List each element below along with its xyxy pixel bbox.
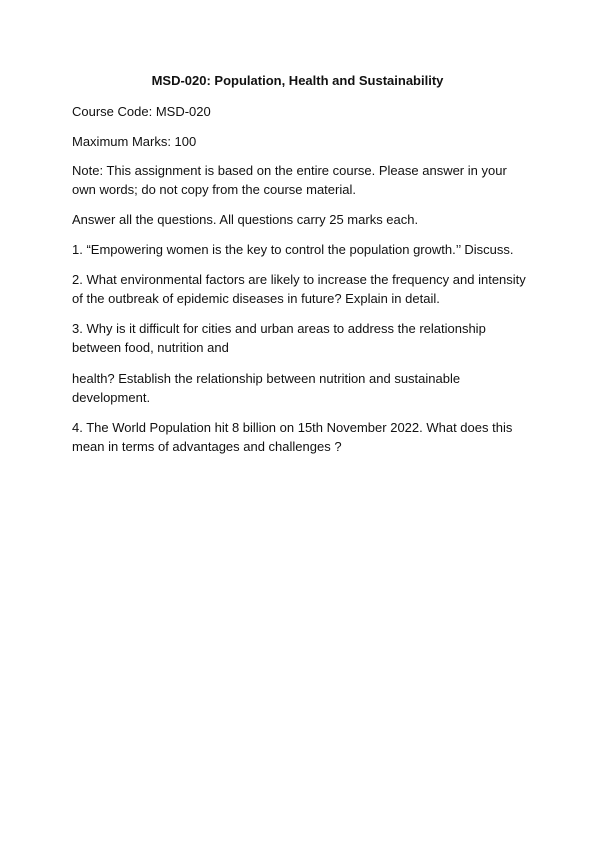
- question-3: 3. Why is it difficult for cities and urban areas to address the relationship between food, nutrition and: [72, 321, 486, 355]
- question-3-continuation: health? Establish the relationship between nutrition and sustainable development.: [72, 371, 461, 405]
- instructions: Answer all the questions. All questions carry 25 marks each.: [72, 212, 419, 227]
- question-4: 4. The World Population hit 8 billion on 15th November 2022. What does this mean in terms of advantages and challenges ?: [72, 420, 513, 454]
- course-code: Course Code: MSD-020: [72, 104, 211, 119]
- document-title: MSD-020: Population, Health and Sustainability: [151, 73, 444, 88]
- question-1: 1. “Empowering women is the key to control the population growth.’’ Discuss.: [72, 242, 514, 257]
- maximum-marks: Maximum Marks: 100: [72, 134, 197, 149]
- assignment-note: Note: This assignment is based on the entire course. Please answer in your own words; do not copy from the course material.: [72, 163, 507, 197]
- question-2: 2. What environmental factors are likely to increase the frequency and intensity of the outbreak of epidemic diseases in future? Explain in detail.: [72, 272, 526, 306]
